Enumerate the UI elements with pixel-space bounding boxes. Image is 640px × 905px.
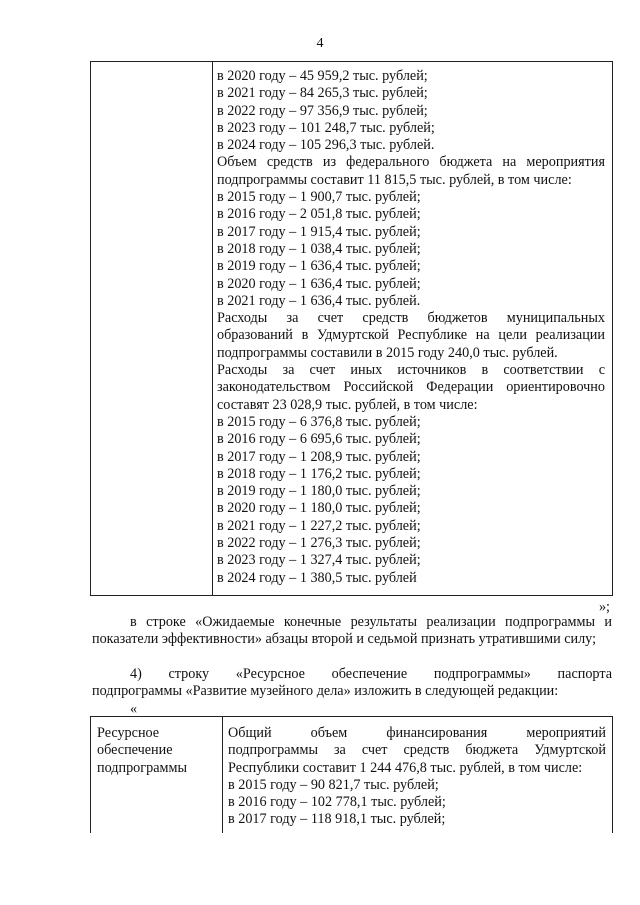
financing-line: в 2019 году – 1 636,4 тыс. рублей;	[217, 258, 421, 275]
page-number: 4	[316, 36, 324, 51]
paragraph-item-4: 4) строку «Ресурсное обеспечение подпрограммы» паспорта подпрограммы «Развитие музейного дела» изложить в следующей редакции:	[92, 666, 616, 700]
financing-line: в 2018 году – 1 038,4 тыс. рублей;	[217, 240, 421, 257]
financing-line: в 2017 году – 1 915,4 тыс. рублей;	[217, 223, 421, 240]
resource-table	[90, 716, 613, 833]
resource-line: в 2017 году – 118 918,1 тыс. рублей;	[228, 811, 446, 828]
financing-line: в 2020 году – 1 636,4 тыс. рублей;	[217, 275, 421, 292]
financing-line: Объем средств из федерального бюджета на мероприятия	[217, 154, 605, 171]
financing-line: в 2022 году – 97 356,9 тыс. рублей;	[217, 102, 428, 119]
financing-line: в 2021 году – 1 227,2 тыс. рублей;	[217, 517, 421, 534]
opening-quote: «	[130, 701, 138, 717]
financing-line: в 2024 году – 1 380,5 тыс. рублей	[217, 569, 417, 586]
financing-line: в 2021 году – 1 636,4 тыс. рублей.	[217, 292, 421, 309]
resource-line: подпрограммы за счет средств бюджета Удмуртской	[228, 742, 606, 759]
financing-line: в 2015 году – 6 376,8 тыс. рублей;	[217, 413, 421, 430]
financing-line: в 2019 году – 1 180,0 тыс. рублей;	[217, 483, 421, 500]
financing-line: в 2023 году – 1 327,4 тыс. рублей;	[217, 552, 421, 569]
financing-line: составят 23 028,9 тыс. рублей, в том числе:	[217, 396, 478, 413]
financing-line: в 2016 году – 2 051,8 тыс. рублей;	[217, 206, 421, 223]
resource-financing-cell	[228, 725, 606, 829]
financing-line: в 2020 году – 1 180,0 тыс. рублей;	[217, 500, 421, 517]
financing-line: в 2023 году – 101 248,7 тыс. рублей;	[217, 119, 435, 136]
financing-line: подпрограммы составит 11 815,5 тыс. рублей, в том числе:	[217, 171, 572, 188]
resource-line: Общий объем финансирования мероприятий	[228, 725, 606, 741]
resource-line: в 2015 году – 90 821,7 тыс. рублей;	[228, 776, 439, 793]
financing-line: в 2022 году – 1 276,3 тыс. рублей;	[217, 535, 421, 552]
financing-line: законодательством Российской Федерации ориентировочно	[217, 379, 605, 396]
column-divider	[212, 62, 213, 595]
financing-line: в 2021 году – 84 265,3 тыс. рублей;	[217, 85, 428, 102]
resource-line: Республики составит 1 244 476,8 тыс. рублей, в том числе:	[228, 759, 583, 776]
financing-line: в 2020 году – 45 959,2 тыс. рублей;	[217, 68, 428, 84]
financing-line: Расходы за счет иных источников в соответствии с	[217, 362, 605, 379]
financing-line: подпрограммы составили в 2015 году 240,0 тыс. рублей.	[217, 344, 558, 361]
financing-line: в 2024 году – 105 296,3 тыс. рублей.	[217, 137, 435, 154]
financing-cell	[217, 68, 605, 587]
financing-line: в 2018 году – 1 176,2 тыс. рублей;	[217, 465, 421, 482]
resource-label: Ресурсное обеспечение подпрограммы	[97, 725, 187, 776]
financing-line: в 2016 году – 6 695,6 тыс. рублей;	[217, 431, 421, 448]
financing-line: Расходы за счет средств бюджетов муниципальных	[217, 310, 605, 327]
financing-line: в 2017 году – 1 208,9 тыс. рублей;	[217, 448, 421, 465]
financing-line: в 2015 году – 1 900,7 тыс. рублей;	[217, 189, 421, 206]
paragraph-results-row: в строке «Ожидаемые конечные результаты реализации подпрограммы и показатели эффективности» абзацы второй и седьмой признать утратившими силу;	[92, 614, 612, 648]
continuation-table	[90, 61, 613, 596]
column-divider	[222, 717, 223, 833]
closing-quote: »;	[598, 599, 610, 615]
financing-line: образований в Удмуртской Республике на цели реализации	[217, 327, 605, 344]
resource-line: в 2016 году – 102 778,1 тыс. рублей;	[228, 794, 446, 811]
